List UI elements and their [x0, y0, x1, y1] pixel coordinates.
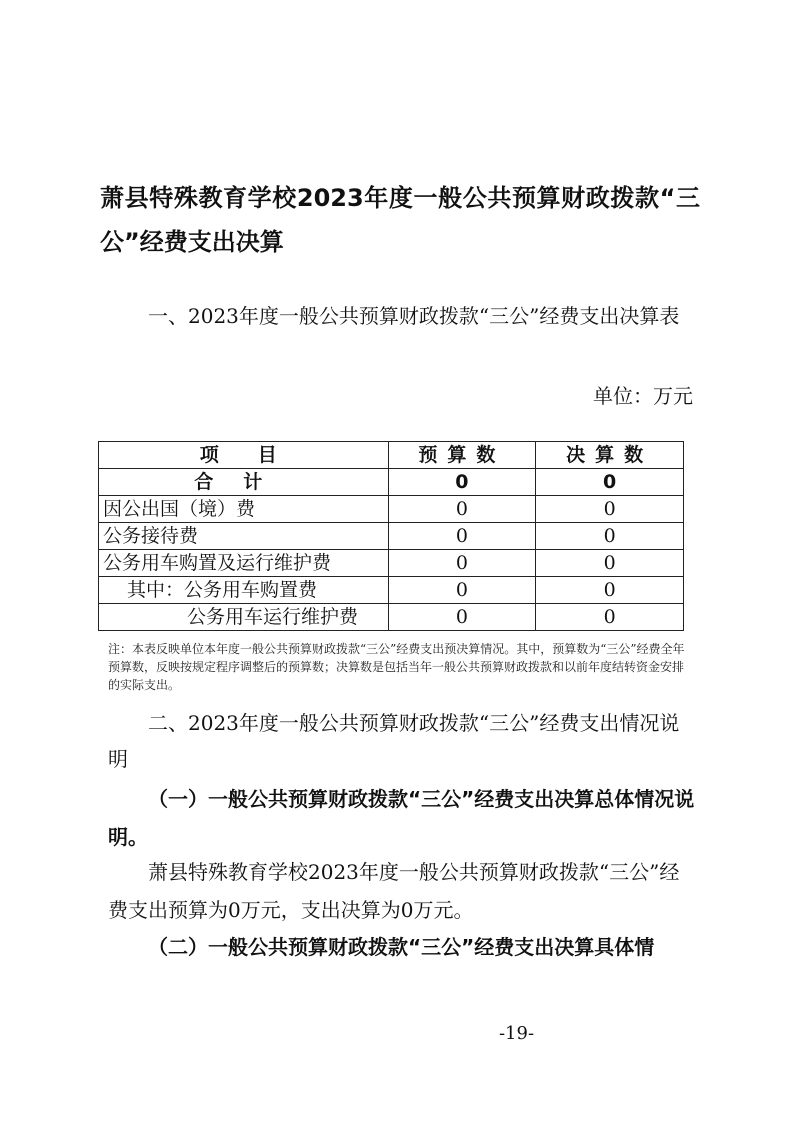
row-budget: 0 — [388, 604, 536, 631]
row-budget: 0 — [388, 496, 536, 523]
page-title: 萧县特殊教育学校2023年度一般公共预算财政拨款“三公”经费支出决算 — [100, 184, 700, 256]
row-label: 因公出国（境）费 — [99, 496, 389, 523]
section-heading-2: 二、2023年度一般公共预算财政拨款“三公”经费支出情况说明 — [108, 711, 680, 771]
subheading-1: （一）一般公共预算财政拨款“三公”经费支出决算总体情况说明。 — [108, 787, 695, 849]
total-budget: 0 — [388, 469, 536, 496]
row-final: 0 — [536, 577, 684, 604]
header-final: 决算数 — [536, 442, 684, 469]
unit-label: 单位：万元 — [593, 384, 693, 408]
row-label: 其中：公务用车购置费 — [99, 577, 389, 604]
row-label: 公务用车购置及运行维护费 — [99, 550, 389, 577]
row-final: 0 — [536, 550, 684, 577]
table-row-total — [99, 469, 684, 496]
total-final: 0 — [536, 469, 684, 496]
row-budget: 0 — [388, 550, 536, 577]
header-item: 项 目 — [99, 442, 389, 469]
row-final: 0 — [536, 523, 684, 550]
section-heading-1: 一、2023年度一般公共预算财政拨款“三公”经费支出决算表 — [148, 304, 680, 328]
row-label: 公务接待费 — [99, 523, 389, 550]
table-row — [99, 523, 684, 550]
header-budget: 预算数 — [388, 442, 536, 469]
row-budget: 0 — [388, 577, 536, 604]
table-row — [99, 577, 684, 604]
expense-table — [98, 441, 684, 631]
table-header-row — [99, 442, 684, 469]
table-row — [99, 550, 684, 577]
row-label: 公务用车运行维护费 — [99, 604, 389, 631]
row-final: 0 — [536, 604, 684, 631]
subheading-2: （二）一般公共预算财政拨款“三公”经费支出决算具体情 — [148, 935, 655, 959]
table-note: 注：本表反映单位本年度一般公共预算财政拨款“三公”经费支出预决算情况。其中，预算数为“三公”经费全年预算数，反映按规定程序调整后的预算数；决算数是包括当年一般公共预算财政拨款和以前年度结转资金安排的实际支出。 — [108, 642, 685, 692]
row-budget: 0 — [388, 523, 536, 550]
page-number: -19- — [498, 1023, 535, 1044]
paragraph-1: 萧县特殊教育学校2023年度一般公共预算财政拨款“三公”经费支出预算为0万元，支出决算为0万元。 — [108, 860, 680, 922]
row-final: 0 — [536, 496, 684, 523]
total-label: 合计 — [99, 469, 389, 496]
table-row — [99, 604, 684, 631]
table-row — [99, 496, 684, 523]
